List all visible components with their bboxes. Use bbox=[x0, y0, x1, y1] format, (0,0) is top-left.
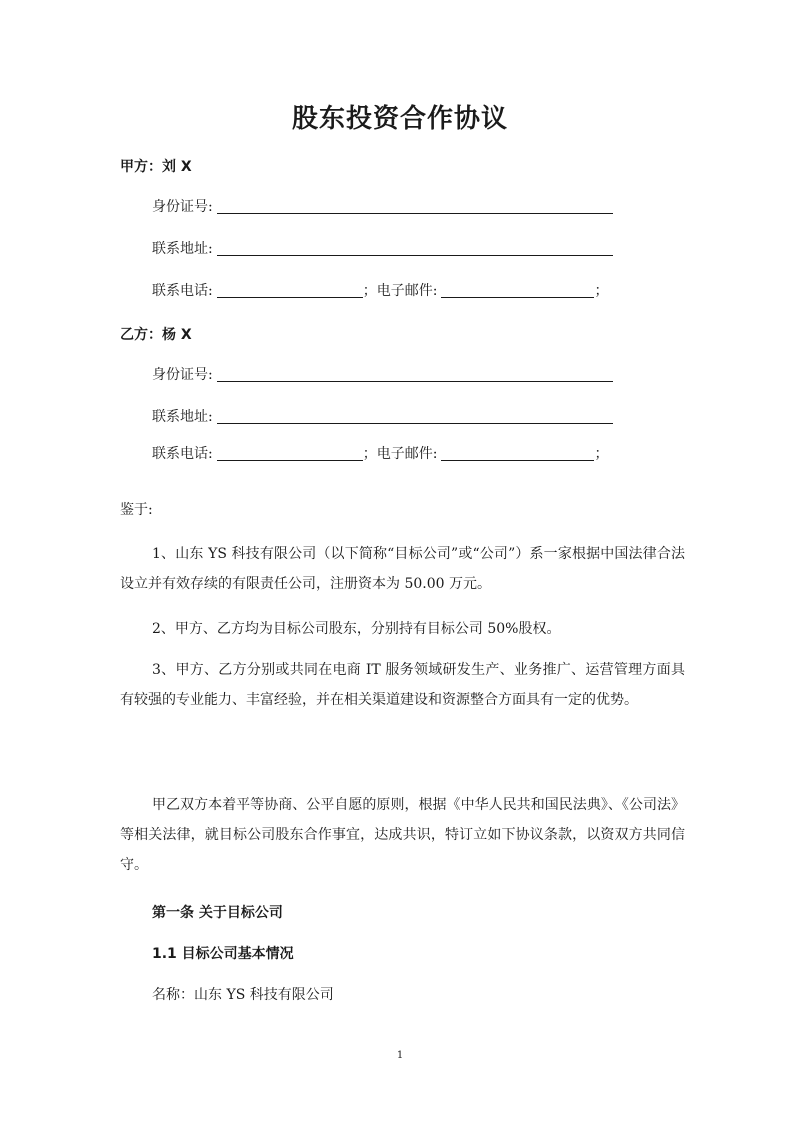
party-b-id-blank[interactable] bbox=[217, 367, 613, 382]
party-a-contact-row bbox=[152, 281, 608, 301]
agreement-intro: 甲乙双方本着平等协商、公平自愿的原则，根据《中华人民共和国民法典》、《公司法》等相关法律，就目标公司股东合作事宜，达成共识，特订立如下协议条款，以资双方共同信守。 bbox=[120, 797, 685, 873]
document-title: 股东投资合作协议 bbox=[291, 104, 508, 134]
party-b-semicolon: ； bbox=[362, 446, 377, 462]
party-b-label: 乙方：杨 X bbox=[120, 327, 192, 343]
article-1-heading: 第一条 关于目标公司 bbox=[152, 905, 283, 921]
company-name-line: 名称：山东 YS 科技有限公司 bbox=[152, 987, 334, 1003]
party-a-email-blank[interactable] bbox=[441, 283, 594, 298]
whereas-item-2: 2、甲方、乙方均为目标公司股东，分别持有目标公司 50%股权。 bbox=[152, 621, 561, 637]
party-a-address-blank[interactable] bbox=[217, 241, 613, 256]
party-a-address-label: 联系地址: bbox=[152, 241, 213, 257]
party-b-id-label: 身份证号: bbox=[152, 367, 213, 383]
party-b-phone-label: 联系电话: bbox=[152, 446, 213, 462]
section-1-1-heading: 1.1 目标公司基本情况 bbox=[152, 946, 294, 962]
party-a-phone-blank[interactable] bbox=[217, 283, 363, 298]
party-a-id-label: 身份证号: bbox=[152, 199, 213, 215]
party-b-contact-row bbox=[152, 444, 608, 464]
party-a-address-row bbox=[152, 239, 613, 259]
whereas-item-3: 3、甲方、乙方分别或共同在电商 IT 服务领域研发生产、业务推广、运营管理方面具有较强的专业能力、丰富经验，并在相关渠道建设和资源整合方面具有一定的优势。 bbox=[120, 662, 685, 708]
party-a-id-blank[interactable] bbox=[217, 199, 613, 214]
party-b-address-row bbox=[152, 407, 613, 427]
whereas-label: 鉴于: bbox=[120, 502, 153, 518]
party-b-address-label: 联系地址: bbox=[152, 409, 213, 425]
page-number: 1 bbox=[396, 1050, 404, 1061]
party-a-label: 甲方：刘 X bbox=[120, 159, 192, 175]
party-a-id-row bbox=[152, 197, 613, 217]
party-b-id-row bbox=[152, 365, 613, 385]
party-b-phone-blank[interactable] bbox=[217, 446, 363, 461]
party-b-email-blank[interactable] bbox=[441, 446, 594, 461]
party-a-end: ； bbox=[594, 283, 609, 299]
party-a-email-label: 电子邮件: bbox=[376, 283, 438, 299]
party-a-semicolon: ； bbox=[362, 283, 377, 299]
party-b-address-blank[interactable] bbox=[217, 409, 613, 424]
party-a-phone-label: 联系电话: bbox=[152, 283, 213, 299]
party-b-end: ； bbox=[594, 446, 609, 462]
party-b-email-label: 电子邮件: bbox=[376, 446, 438, 462]
whereas-item-1: 1、山东 YS 科技有限公司（以下简称“目标公司”或“公司”）系一家根据中国法律合法设立并有效存续的有限责任公司，注册资本为 50.00 万元。 bbox=[120, 546, 685, 592]
